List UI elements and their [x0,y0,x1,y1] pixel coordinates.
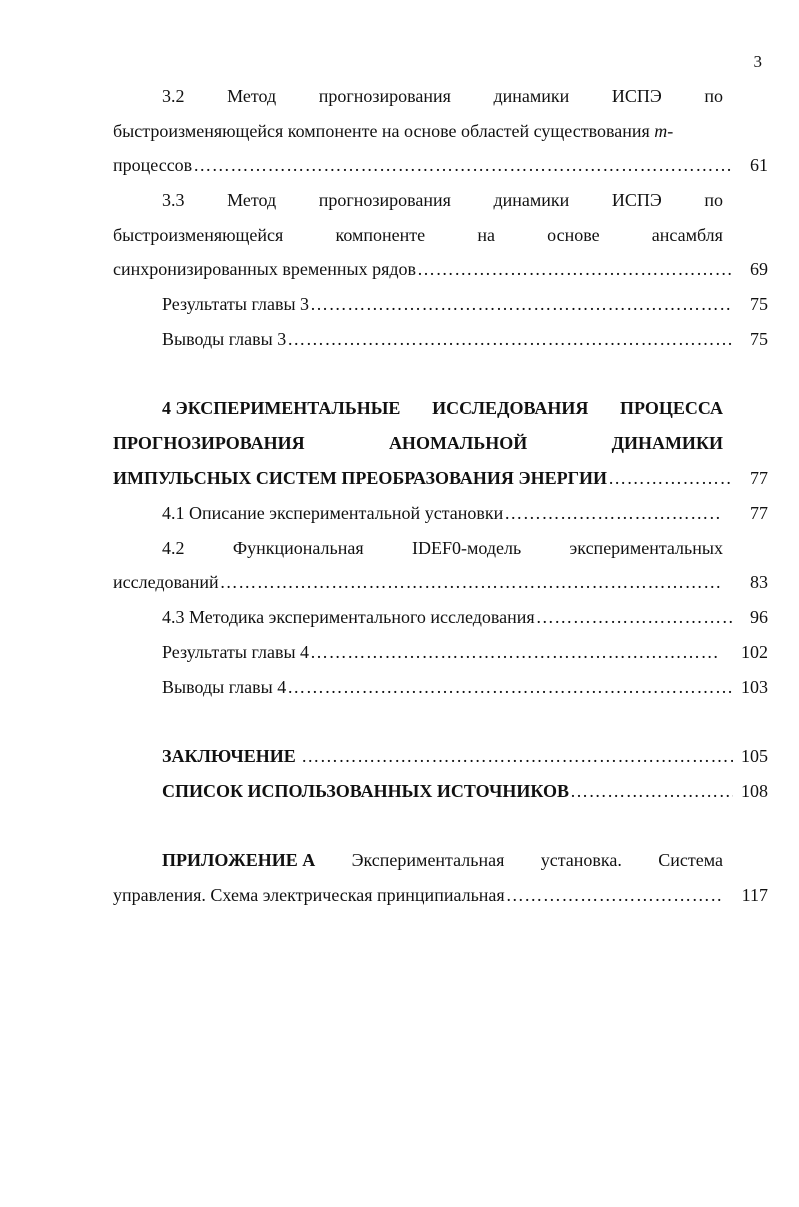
toc-page-number: 117 [741,885,768,905]
toc-entry-sources[interactable] [162,780,768,802]
toc-word: компоненте [335,225,426,245]
toc-entry-text: управления. Схема электрическая принципиальная [113,885,505,905]
toc-word: ансамбля [651,225,723,245]
dot-leader [287,676,733,698]
toc-entry-text: синхронизированных временных рядов [113,259,417,279]
toc-entry-text: исследований [113,572,219,592]
toc-page-number: 77 [750,468,768,488]
dot-leader [570,780,733,802]
dot-leader [506,884,721,906]
toc-chapter-4-line-1 [162,397,723,419]
dot-leader [608,467,733,489]
toc-word: Метод [227,86,277,106]
toc-page-number: 61 [750,155,768,175]
toc-page-number: 75 [750,294,768,314]
toc-word: ДИНАМИКИ [611,433,723,453]
toc-3-3-line-2 [113,224,723,246]
toc-page-number: 83 [750,572,768,592]
toc-entry-appendix-a[interactable] [113,884,768,906]
toc-word: АНОМАЛЬНОЙ [388,433,528,453]
toc-word: экспериментальных [569,538,723,558]
dot-leader [504,502,721,524]
toc-entry-chapter-4[interactable] [113,467,768,489]
dot-leader [220,571,721,593]
toc-entry-conclusions-4[interactable] [162,676,768,698]
toc-word: ПРОГНОЗИРОВАНИЯ [113,433,305,453]
toc-page-number: 96 [750,607,768,627]
toc-word: Метод [227,190,277,210]
toc-entry-4-3[interactable] [162,606,768,628]
toc-word: ИССЛЕДОВАНИЯ [432,398,589,418]
toc-4-2-line-1 [162,537,723,559]
toc-entry-text: ЗАКЛЮЧЕНИЕ [162,746,301,766]
toc-text: - [667,121,674,141]
toc-entry-4-1[interactable] [162,502,768,524]
toc-3-2-line-2 [113,120,768,142]
toc-word: ПРОЦЕССА [620,398,723,418]
dot-leader [193,154,733,176]
page-number: 3 [753,52,762,71]
toc-3-2-line-1 [162,85,723,107]
toc-math-m: m [654,121,668,141]
toc-chapter-4-line-2 [113,432,723,454]
dot-leader [301,745,733,767]
dot-leader [310,641,721,663]
toc-entry-results-3[interactable] [162,293,768,315]
toc-word: ИСПЭ [611,190,662,210]
toc-word: установка. [540,850,622,870]
toc-word: ИСПЭ [611,86,662,106]
toc-word: 4 ЭКСПЕРИМЕНТАЛЬНЫЕ [162,398,401,418]
toc-word: прогнозирования [318,86,451,106]
toc-word: ПРИЛОЖЕНИЕ А [162,850,316,870]
toc-entry-text: Выводы главы 4 [162,677,287,697]
toc-word: 3.3 [162,190,185,210]
toc-word: динамики [493,86,570,106]
toc-entry-3-2[interactable] [113,154,768,176]
toc-word: на [477,225,495,245]
toc-word: по [704,86,723,106]
toc-appendix-a-line-1 [162,849,723,871]
toc-word: Экспериментальная [351,850,505,870]
toc-page-number: 77 [750,503,768,523]
toc-word: Система [658,850,723,870]
toc-entry-conclusions-3[interactable] [162,328,768,350]
toc-word: по [704,190,723,210]
toc-entry-text: 4.1 Описание экспериментальной установки [162,503,504,523]
toc-entry-text: Результаты главы 4 [162,642,310,662]
toc-word: динамики [493,190,570,210]
dot-leader [536,606,733,628]
toc-word: прогнозирования [318,190,451,210]
toc-word: 4.2 [162,538,185,558]
toc-entry-3-3[interactable] [113,258,768,280]
dot-leader [287,328,733,350]
toc-word: быстроизменяющейся [113,225,284,245]
toc-page-number: 69 [750,259,768,279]
toc-entry-conclusion[interactable] [162,745,768,767]
dot-leader [417,258,733,280]
toc-entry-text: Выводы главы 3 [162,329,287,349]
toc-entry-results-4[interactable] [162,641,768,663]
dot-leader [310,293,733,315]
toc-word: IDEF0-модель [411,538,522,558]
toc-entry-text: ИМПУЛЬСНЫХ СИСТЕМ ПРЕОБРАЗОВАНИЯ ЭНЕРГИИ [113,468,608,488]
toc-entry-text: 4.3 Методика экспериментального исследования [162,607,535,627]
toc-text: быстроизменяющейся компоненте на основе областей существования [113,121,655,141]
toc-entry-text: СПИСОК ИСПОЛЬЗОВАННЫХ ИСТОЧНИКОВ [162,781,569,801]
toc-word: 3.2 [162,86,185,106]
toc-entry-text: процессов [113,155,193,175]
toc-entry-text: Результаты главы 3 [162,294,310,314]
toc-entry-4-2[interactable] [113,571,768,593]
toc-page-number: 102 [741,642,768,662]
toc-page-number: 105 [741,746,768,766]
toc-page-number: 103 [741,677,768,697]
toc-page-number: 108 [741,781,768,801]
toc-3-3-line-1 [162,189,723,211]
toc-word: основе [547,225,600,245]
toc-page-number: 75 [750,329,768,349]
toc-word: Функциональная [232,538,364,558]
